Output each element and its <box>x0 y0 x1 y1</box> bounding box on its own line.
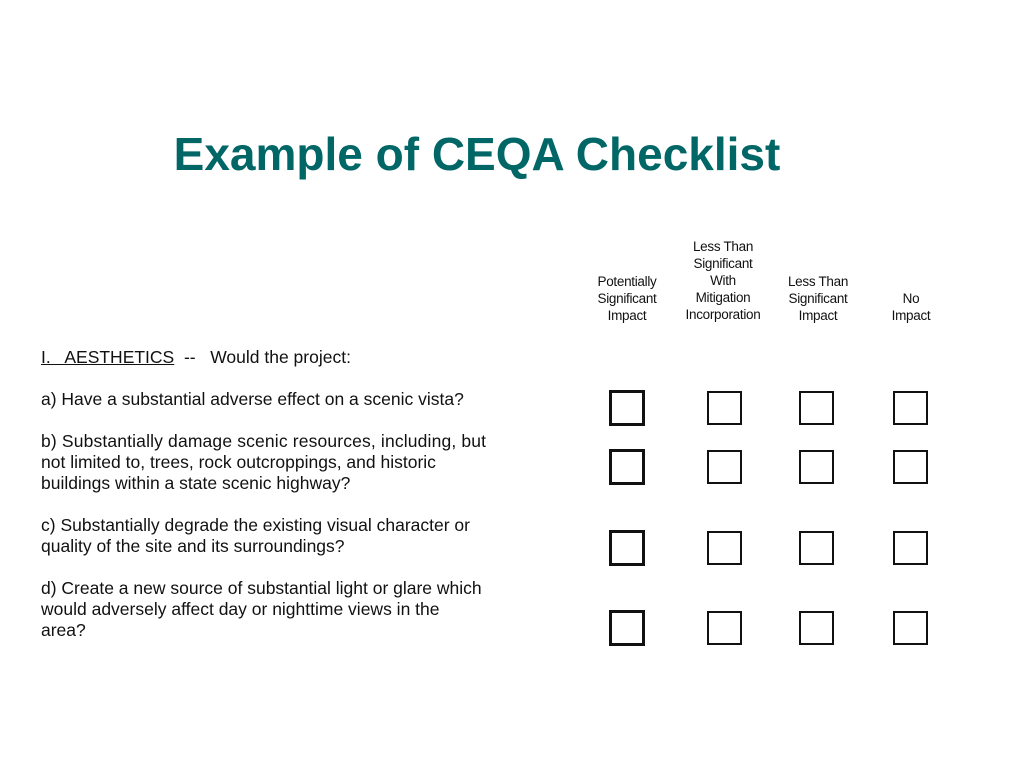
column-header-line: No <box>902 291 920 306</box>
question-line: area? <box>41 620 86 640</box>
checkbox-b-less-than-significant[interactable] <box>799 450 834 484</box>
column-header-line: Potentially <box>597 274 657 289</box>
checkbox-b-no-impact[interactable] <box>893 450 928 484</box>
checkbox-c-potentially-significant[interactable] <box>609 530 645 566</box>
column-header-line: Mitigation <box>695 290 751 305</box>
checkbox-a-no-impact[interactable] <box>893 391 928 425</box>
checkbox-d-less-than-significant-with-mitigation[interactable] <box>707 611 742 645</box>
column-header-line: Less Than <box>787 274 849 289</box>
column-header-line: Less Than <box>692 239 754 254</box>
column-header-line: Significant <box>693 256 753 271</box>
section-separator: -- <box>174 347 211 367</box>
column-header-line: Impact <box>607 308 647 323</box>
section-heading <box>41 346 351 368</box>
question-line: a) Have a substantial adverse effect on a scenic vista? <box>41 389 464 409</box>
page-title: Example of CEQA Checklist <box>173 128 781 180</box>
checkbox-a-less-than-significant[interactable] <box>799 391 834 425</box>
question-a <box>41 389 566 410</box>
checkbox-a-less-than-significant-with-mitigation[interactable] <box>707 391 742 425</box>
column-header-potentially-significant <box>572 273 682 324</box>
checkbox-d-no-impact[interactable] <box>893 611 928 645</box>
checkbox-d-less-than-significant[interactable] <box>799 611 834 645</box>
column-header-line: Significant <box>597 291 657 306</box>
question-c <box>41 515 566 557</box>
section-label: I. AESTHETICS <box>41 347 175 367</box>
question-line: not limited to, trees, rock outcroppings, and historic <box>41 452 436 472</box>
question-d <box>41 578 566 641</box>
column-header-line: With <box>710 273 736 288</box>
question-line: b) Substantially damage scenic resources, including, but <box>41 431 487 451</box>
column-header-line: Impact <box>798 308 838 323</box>
question-line: d) Create a new source of substantial light or glare which <box>41 578 482 598</box>
checkbox-c-less-than-significant-with-mitigation[interactable] <box>707 531 742 565</box>
checkbox-c-less-than-significant[interactable] <box>799 531 834 565</box>
question-b <box>41 431 566 494</box>
checkbox-a-potentially-significant[interactable] <box>609 390 645 426</box>
column-header-less-than-significant-with-mitigation <box>668 238 778 323</box>
question-line: quality of the site and its surroundings? <box>41 536 345 556</box>
checkbox-b-potentially-significant[interactable] <box>609 449 645 485</box>
question-line: would adversely affect day or nighttime views in the <box>41 599 440 619</box>
checkbox-d-potentially-significant[interactable] <box>609 610 645 646</box>
column-header-line: Impact <box>891 308 931 323</box>
column-header-no-impact <box>856 290 966 324</box>
column-header-line: Incorporation <box>685 307 761 322</box>
question-line: buildings within a state scenic highway? <box>41 473 351 493</box>
checkbox-c-no-impact[interactable] <box>893 531 928 565</box>
checkbox-b-less-than-significant-with-mitigation[interactable] <box>707 450 742 484</box>
question-line: c) Substantially degrade the existing visual character or <box>41 515 470 535</box>
column-header-line: Significant <box>788 291 848 306</box>
section-prompt: Would the project: <box>210 347 351 367</box>
